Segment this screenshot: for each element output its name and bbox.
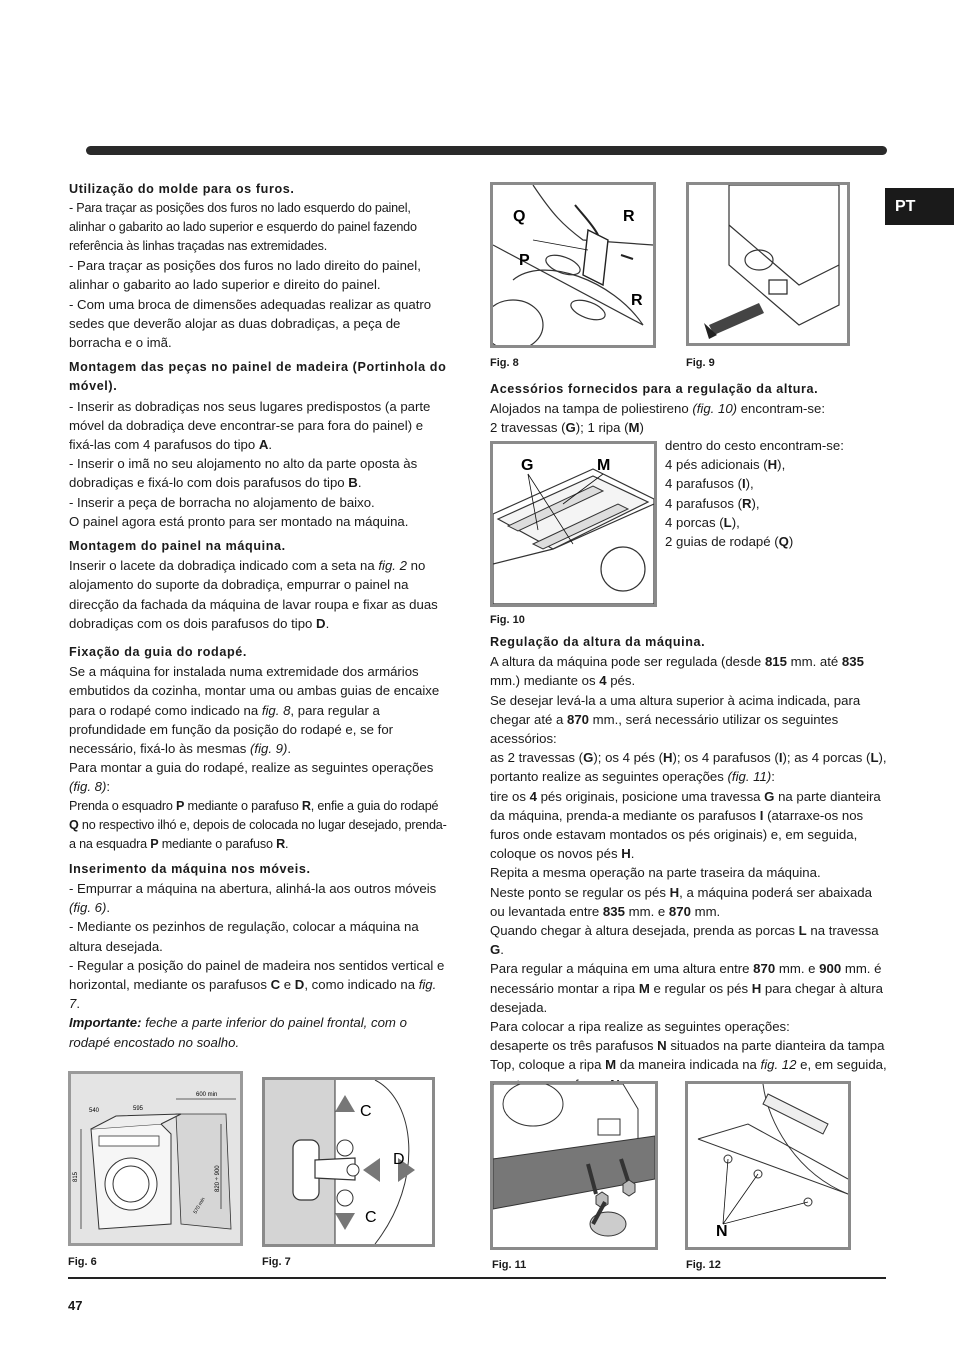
figure-9-illustration <box>689 185 847 343</box>
paragraph: O painel agora está pronto para ser montado na máquina. <box>69 513 409 529</box>
dimension-label: 600 min <box>196 1092 218 1098</box>
figure-7 <box>262 1077 435 1247</box>
left-column <box>69 180 447 1052</box>
paragraph: dentro do cesto encontram-se: <box>665 438 844 453</box>
dimension-label: 815 <box>73 1171 79 1182</box>
figure-caption: Fig. 12 <box>686 1259 721 1271</box>
paragraph: A altura da máquina pode ser regulada (desde 815 mm. até 835 mm.) mediante os 4 pés. <box>490 654 864 689</box>
section-title: Montagem do painel na máquina. <box>69 539 286 554</box>
paragraph: - Com uma broca de dimensões adequadas realizar as quatro sedes que deverão alojar as duas dobradiças, a peça de borracha e o imã. <box>69 296 432 351</box>
dimension-label: 540 <box>89 1108 100 1114</box>
paragraph: as 2 travessas (G); os 4 pés (H); os 4 parafusos (I); as 4 porcas (L), portanto realize as seguintes operações (fig. 11): <box>490 750 887 785</box>
figure-11-illustration <box>493 1084 655 1247</box>
important-note: Importante: feche a parte inferior do painel frontal, com o rodapé encostado no soalho. <box>69 1015 407 1050</box>
paragraph: - Inserir as dobradiças nos seus lugares predispostos (a parte móvel da dobradiça deve encontrar-se para fora do painel) e fixá-las com 4 parafusos do tipo A. <box>69 398 431 453</box>
label-c: C <box>365 1209 377 1226</box>
paragraph: desaperte os três parafusos N situados na parte dianteira da tampa Top, coloque a ripa M da maneira indicada na fig. 12 e, em seguida, <box>490 1038 887 1073</box>
section-title: Acessórios fornecidos para a regulação da altura. <box>490 382 819 396</box>
paragraph: - Regular a posição do painel de madeira nos sentidos vertical e horizontal, mediante os parafusos C e D, como indicado na fig. 7. <box>69 957 445 1012</box>
list-item: 4 parafusos (I), <box>665 476 754 492</box>
figure-caption: Fig. 11 <box>492 1259 527 1271</box>
label-q: Q <box>513 208 526 225</box>
paragraph: Quando chegar à altura desejada, prenda as porcas L na travessa G. <box>490 923 879 958</box>
paragraph: 2 travessas (G); 1 ripa (M) <box>490 420 644 436</box>
list-item: 2 guias de rodapé (Q) <box>665 534 794 550</box>
footer-rule <box>68 1277 886 1279</box>
dimension-label: 570 min <box>192 1196 207 1215</box>
figure-caption: Fig. 6 <box>68 1256 97 1268</box>
figure-caption: Fig. 7 <box>262 1256 291 1268</box>
figure-9 <box>686 182 850 346</box>
label-d: D <box>393 1151 405 1168</box>
figure-10 <box>490 441 657 607</box>
paragraph: Para montar a guia do rodapé, realize as seguintes operações (fig. 8): <box>69 760 434 795</box>
paragraph: - Empurrar a máquina na abertura, alinhá-la aos outros móveis (fig. 6). <box>69 880 437 916</box>
label-c: C <box>360 1103 372 1120</box>
figure-caption: Fig. 10 <box>490 614 525 626</box>
paragraph: Para colocar a ripa realize as seguintes operações: <box>490 1019 790 1035</box>
section-title: Fixação da guia do rodapé. <box>69 645 247 660</box>
header-rule <box>86 146 887 155</box>
basket-list <box>665 436 895 551</box>
right-column-top <box>490 380 890 438</box>
paragraph: Se a máquina for instalada numa extremidade dos armários embutidos da cozinha, montar uma ou ambas guias de encaixe para o rodapé como indicado na fig. 8, para regular a profundidade em função da posição do rodapé e, se for necessário, fixá-lo às mesmas (fig. 9). <box>69 664 440 757</box>
paragraph: - Para traçar as posições dos furos no lado direito do painel, alinhar o gabarito ao lado superior e direito do painel. <box>69 258 421 293</box>
section-title: Utilização do molde para os furos. <box>69 182 295 196</box>
list-item: 4 parafusos (R), <box>665 495 760 511</box>
label-p: P <box>519 252 530 269</box>
figure-12 <box>685 1081 851 1250</box>
label-n: N <box>716 1223 728 1240</box>
paragraph: Repita a mesma operação na parte traseira da máquina. <box>490 865 821 881</box>
figure-6 <box>68 1071 243 1246</box>
paragraph: Para regular a máquina em uma altura entre 870 mm. e 900 mm. é necessário montar a ripa M e regular os pés H para chegar à altura desejada. <box>490 961 883 1015</box>
paragraph: Se desejar levá-la a uma altura superior à acima indicada, para chegar até a 870 mm., será necessário utilizar os seguintes acessórios: <box>490 692 861 747</box>
paragraph: - Mediante os pezinhos de regulação, colocar a máquina na altura desejada. <box>69 919 419 954</box>
section-title: Inserimento da máquina nos móveis. <box>69 861 311 876</box>
figure-8-illustration <box>493 185 653 345</box>
figure-6-illustration <box>71 1074 240 1243</box>
figure-7-illustration <box>265 1080 432 1244</box>
figure-caption: Fig. 9 <box>686 357 715 369</box>
paragraph: Neste ponto se regular os pés H, a máquina poderá ser abaixada ou levantada entre 835 mm. e 870 mm. <box>490 884 872 919</box>
paragraph: - Inserir a peça de borracha no alojamento de baixo. <box>69 494 375 510</box>
paragraph: - Inserir o imã no seu alojamento no alto da parte oposta às dobradiças e fixá-lo com dois parafusos do tipo B. <box>69 456 418 491</box>
paragraph: - Para traçar as posições dos furos no lado esquerdo do painel, alinhar o gabarito ao lado superior e esquerdo do painel fazendo referência às linhas traçadas nas extremidades. <box>69 201 417 254</box>
language-tab: PT <box>885 188 954 225</box>
dimension-label: 820 ÷ 900 <box>215 1165 221 1192</box>
page-number: 47 <box>68 1298 83 1313</box>
figure-11 <box>490 1081 658 1250</box>
label-g: G <box>521 457 534 474</box>
label-r: R <box>631 292 643 309</box>
section-title: Regulação da altura da máquina. <box>490 635 706 649</box>
figure-8 <box>490 182 656 348</box>
paragraph: tire os 4 pés originais, posicione uma travessa G na parte dianteira da máquina, prenda-a mediante os parafusos I (atarraxe-os nos furos onde estavam montados os pés originais) e, em seguida, coloque os novos pés H. <box>490 788 881 862</box>
paragraph: Prenda o esquadro P mediante o parafuso R, enfie a guia do rodapé Q no respectivo ilhó e, depois de colocada no lugar desejado, prenda-a na esquadra P mediante o parafuso R. <box>69 798 447 851</box>
right-column-bottom <box>490 633 890 1094</box>
label-r: R <box>623 208 635 225</box>
label-m: M <box>597 457 611 474</box>
figure-caption: Fig. 8 <box>490 357 519 369</box>
dimension-label: 595 <box>133 1106 144 1112</box>
section-title: Montagem das peças no painel de madeira (Portinhola do móvel). <box>69 360 447 394</box>
paragraph: Inserir o lacete da dobradiça indicado com a seta na fig. 2 no alojamento do suporte da dobradiça, empurrar o painel na direcção da fachada da máquina de lavar roupa e fixar as duas dobradiças com os dois parafusos do tipo D. <box>69 558 438 631</box>
paragraph: Alojados na tampa de poliestireno (fig. 10) encontram-se: <box>490 401 826 417</box>
list-item: 4 porcas (L), <box>665 514 740 530</box>
figure-10-illustration <box>493 444 654 604</box>
figure-12-illustration <box>688 1084 848 1247</box>
list-item: 4 pés adicionais (H), <box>665 457 786 473</box>
